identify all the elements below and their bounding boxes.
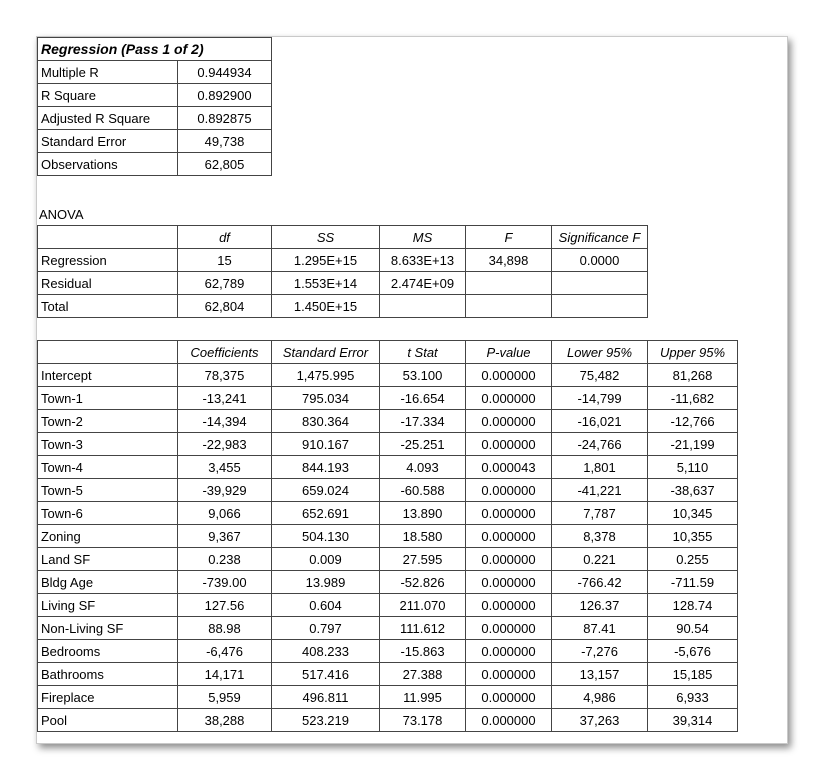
coefficient-cell: -41,221 xyxy=(552,479,648,502)
summary-value: 0.892875 xyxy=(178,107,272,130)
coefficient-cell: -24,766 xyxy=(552,433,648,456)
coefficient-cell: 0.000000 xyxy=(466,548,552,571)
coefficient-cell: 0.009 xyxy=(272,548,380,571)
coefficient-cell: 11.995 xyxy=(380,686,466,709)
coefficients-header: Coefficients xyxy=(178,341,272,364)
coefficient-cell: 0.000000 xyxy=(466,709,552,732)
anova-cell: 0.0000 xyxy=(552,249,648,272)
coefficient-cell: -17.334 xyxy=(380,410,466,433)
coefficient-variable-label: Bldg Age xyxy=(38,571,178,594)
anova-cell: 34,898 xyxy=(466,249,552,272)
coefficient-cell: 73.178 xyxy=(380,709,466,732)
coefficient-variable-label: Fireplace xyxy=(38,686,178,709)
coefficients-header: P-value xyxy=(466,341,552,364)
coefficient-cell: 0.000043 xyxy=(466,456,552,479)
coefficient-cell: -711.59 xyxy=(648,571,738,594)
coefficient-cell: -39,929 xyxy=(178,479,272,502)
coefficient-cell: 27.595 xyxy=(380,548,466,571)
coefficients-row xyxy=(38,364,738,387)
coefficients-row xyxy=(38,594,738,617)
coefficients-header-row xyxy=(38,341,738,364)
coefficient-cell: 7,787 xyxy=(552,502,648,525)
anova-row xyxy=(38,295,648,318)
anova-header: df xyxy=(178,226,272,249)
coefficient-variable-label: Living SF xyxy=(38,594,178,617)
coefficient-cell: 0.000000 xyxy=(466,525,552,548)
summary-label: R Square xyxy=(38,84,178,107)
summary-label: Adjusted R Square xyxy=(38,107,178,130)
coefficient-cell: 0.000000 xyxy=(466,571,552,594)
coefficients-row xyxy=(38,433,738,456)
summary-row xyxy=(38,130,272,153)
coefficients-row xyxy=(38,548,738,571)
coefficient-cell: 127.56 xyxy=(178,594,272,617)
coefficient-cell: 0.000000 xyxy=(466,663,552,686)
coefficient-cell: 1,801 xyxy=(552,456,648,479)
coefficient-cell: 15,185 xyxy=(648,663,738,686)
anova-header-blank xyxy=(38,226,178,249)
coefficient-cell: 13.890 xyxy=(380,502,466,525)
coefficients-header: Lower 95% xyxy=(552,341,648,364)
summary-title-row xyxy=(38,38,272,61)
coefficient-cell: 652.691 xyxy=(272,502,380,525)
coefficient-cell: 0.000000 xyxy=(466,640,552,663)
coefficient-cell: 53.100 xyxy=(380,364,466,387)
coefficients-table xyxy=(37,340,738,732)
coefficient-cell: 5,959 xyxy=(178,686,272,709)
coefficient-cell: -7,276 xyxy=(552,640,648,663)
coefficient-cell: 0.000000 xyxy=(466,479,552,502)
coefficient-cell: 87.41 xyxy=(552,617,648,640)
anova-cell: 62,789 xyxy=(178,272,272,295)
coefficient-variable-label: Non-Living SF xyxy=(38,617,178,640)
coefficient-cell: 111.612 xyxy=(380,617,466,640)
coefficient-cell: -16.654 xyxy=(380,387,466,410)
coefficients-row xyxy=(38,663,738,686)
coefficient-cell: -22,983 xyxy=(178,433,272,456)
coefficient-cell: 6,933 xyxy=(648,686,738,709)
coefficient-cell: 830.364 xyxy=(272,410,380,433)
coefficient-cell: 0.604 xyxy=(272,594,380,617)
coefficient-variable-label: Intercept xyxy=(38,364,178,387)
coefficient-cell: -739.00 xyxy=(178,571,272,594)
coefficient-variable-label: Bathrooms xyxy=(38,663,178,686)
coefficient-cell: 0.797 xyxy=(272,617,380,640)
regression-output-sheet xyxy=(36,36,788,744)
coefficient-cell: 659.024 xyxy=(272,479,380,502)
anova-row-label: Residual xyxy=(38,272,178,295)
anova-cell xyxy=(552,295,648,318)
coefficient-cell: 523.219 xyxy=(272,709,380,732)
coefficient-cell: 0.255 xyxy=(648,548,738,571)
anova-cell xyxy=(380,295,466,318)
coefficient-cell: 13,157 xyxy=(552,663,648,686)
anova-header: Significance F xyxy=(552,226,648,249)
anova-cell: 8.633E+13 xyxy=(380,249,466,272)
anova-label: ANOVA xyxy=(39,207,84,222)
coefficient-cell: 13.989 xyxy=(272,571,380,594)
coefficient-cell: -11,682 xyxy=(648,387,738,410)
coefficient-cell: 75,482 xyxy=(552,364,648,387)
coefficient-variable-label: Town-1 xyxy=(38,387,178,410)
coefficients-row xyxy=(38,686,738,709)
coefficient-cell: 0.000000 xyxy=(466,364,552,387)
coefficient-cell: 14,171 xyxy=(178,663,272,686)
coefficients-row xyxy=(38,617,738,640)
anova-cell: 1.450E+15 xyxy=(272,295,380,318)
anova-cell xyxy=(466,295,552,318)
coefficient-cell: 27.388 xyxy=(380,663,466,686)
coefficient-cell: 90.54 xyxy=(648,617,738,640)
anova-header: MS xyxy=(380,226,466,249)
coefficient-cell: 38,288 xyxy=(178,709,272,732)
anova-table xyxy=(37,225,648,318)
coefficient-cell: 8,378 xyxy=(552,525,648,548)
coefficients-row xyxy=(38,387,738,410)
anova-row-label: Total xyxy=(38,295,178,318)
coefficient-cell: 0.000000 xyxy=(466,594,552,617)
coefficients-row xyxy=(38,410,738,433)
regression-summary-table xyxy=(37,37,272,176)
coefficient-cell: -6,476 xyxy=(178,640,272,663)
summary-label: Observations xyxy=(38,153,178,176)
coefficient-variable-label: Town-3 xyxy=(38,433,178,456)
coefficient-cell: 910.167 xyxy=(272,433,380,456)
coefficients-header: t Stat xyxy=(380,341,466,364)
coefficient-cell: 0.000000 xyxy=(466,502,552,525)
coefficient-cell: 496.811 xyxy=(272,686,380,709)
anova-cell: 2.474E+09 xyxy=(380,272,466,295)
coefficient-cell: 78,375 xyxy=(178,364,272,387)
coefficient-cell: 10,355 xyxy=(648,525,738,548)
coefficients-row xyxy=(38,502,738,525)
coefficient-cell: 0.000000 xyxy=(466,617,552,640)
anova-row xyxy=(38,272,648,295)
coefficient-cell: -13,241 xyxy=(178,387,272,410)
coefficient-cell: 795.034 xyxy=(272,387,380,410)
coefficient-cell: -52.826 xyxy=(380,571,466,594)
coefficient-cell: 39,314 xyxy=(648,709,738,732)
coefficient-variable-label: Zoning xyxy=(38,525,178,548)
coefficients-body xyxy=(38,364,738,732)
coefficient-cell: -5,676 xyxy=(648,640,738,663)
coefficient-cell: 81,268 xyxy=(648,364,738,387)
coefficients-row xyxy=(38,456,738,479)
coefficients-row xyxy=(38,571,738,594)
coefficients-row xyxy=(38,525,738,548)
coefficient-cell: -14,799 xyxy=(552,387,648,410)
coefficient-cell: -25.251 xyxy=(380,433,466,456)
anova-cell: 1.295E+15 xyxy=(272,249,380,272)
coefficient-cell: 9,367 xyxy=(178,525,272,548)
anova-cell: 1.553E+14 xyxy=(272,272,380,295)
coefficient-cell: 4,986 xyxy=(552,686,648,709)
coefficient-variable-label: Land SF xyxy=(38,548,178,571)
coefficient-variable-label: Town-6 xyxy=(38,502,178,525)
anova-row xyxy=(38,249,648,272)
coefficients-header-blank xyxy=(38,341,178,364)
coefficient-cell: -38,637 xyxy=(648,479,738,502)
regression-title: Regression (Pass 1 of 2) xyxy=(38,38,272,61)
summary-row xyxy=(38,61,272,84)
anova-row-label: Regression xyxy=(38,249,178,272)
coefficient-cell: 517.416 xyxy=(272,663,380,686)
summary-label: Multiple R xyxy=(38,61,178,84)
anova-cell xyxy=(552,272,648,295)
coefficient-cell: 4.093 xyxy=(380,456,466,479)
coefficient-cell: 0.000000 xyxy=(466,410,552,433)
coefficient-cell: -21,199 xyxy=(648,433,738,456)
coefficient-cell: 844.193 xyxy=(272,456,380,479)
anova-header: F xyxy=(466,226,552,249)
anova-cell: 15 xyxy=(178,249,272,272)
coefficient-cell: 3,455 xyxy=(178,456,272,479)
coefficient-cell: 0.238 xyxy=(178,548,272,571)
coefficient-cell: -12,766 xyxy=(648,410,738,433)
coefficient-cell: 211.070 xyxy=(380,594,466,617)
coefficient-cell: 408.233 xyxy=(272,640,380,663)
summary-value: 0.944934 xyxy=(178,61,272,84)
coefficient-variable-label: Town-5 xyxy=(38,479,178,502)
coefficient-variable-label: Pool xyxy=(38,709,178,732)
anova-cell xyxy=(466,272,552,295)
summary-row xyxy=(38,84,272,107)
anova-header: SS xyxy=(272,226,380,249)
coefficients-row xyxy=(38,479,738,502)
coefficient-cell: 1,475.995 xyxy=(272,364,380,387)
summary-row xyxy=(38,107,272,130)
coefficient-cell: 0.221 xyxy=(552,548,648,571)
coefficient-cell: -15.863 xyxy=(380,640,466,663)
summary-value: 49,738 xyxy=(178,130,272,153)
coefficient-cell: 10,345 xyxy=(648,502,738,525)
coefficient-cell: 0.000000 xyxy=(466,433,552,456)
coefficient-cell: 9,066 xyxy=(178,502,272,525)
summary-row xyxy=(38,153,272,176)
coefficient-cell: -766.42 xyxy=(552,571,648,594)
coefficient-cell: 18.580 xyxy=(380,525,466,548)
coefficient-cell: 504.130 xyxy=(272,525,380,548)
coefficient-cell: -16,021 xyxy=(552,410,648,433)
anova-cell: 62,804 xyxy=(178,295,272,318)
coefficient-cell: 5,110 xyxy=(648,456,738,479)
coefficient-cell: 0.000000 xyxy=(466,686,552,709)
coefficient-cell: 126.37 xyxy=(552,594,648,617)
coefficient-variable-label: Bedrooms xyxy=(38,640,178,663)
summary-label: Standard Error xyxy=(38,130,178,153)
coefficients-header: Upper 95% xyxy=(648,341,738,364)
coefficient-variable-label: Town-4 xyxy=(38,456,178,479)
coefficient-cell: 0.000000 xyxy=(466,387,552,410)
coefficients-row xyxy=(38,709,738,732)
coefficient-cell: 128.74 xyxy=(648,594,738,617)
coefficient-cell: 37,263 xyxy=(552,709,648,732)
summary-value: 62,805 xyxy=(178,153,272,176)
anova-header-row xyxy=(38,226,648,249)
coefficient-cell: -60.588 xyxy=(380,479,466,502)
coefficients-header: Standard Error xyxy=(272,341,380,364)
coefficient-variable-label: Town-2 xyxy=(38,410,178,433)
summary-value: 0.892900 xyxy=(178,84,272,107)
coefficient-cell: 88.98 xyxy=(178,617,272,640)
coefficients-row xyxy=(38,640,738,663)
coefficient-cell: -14,394 xyxy=(178,410,272,433)
